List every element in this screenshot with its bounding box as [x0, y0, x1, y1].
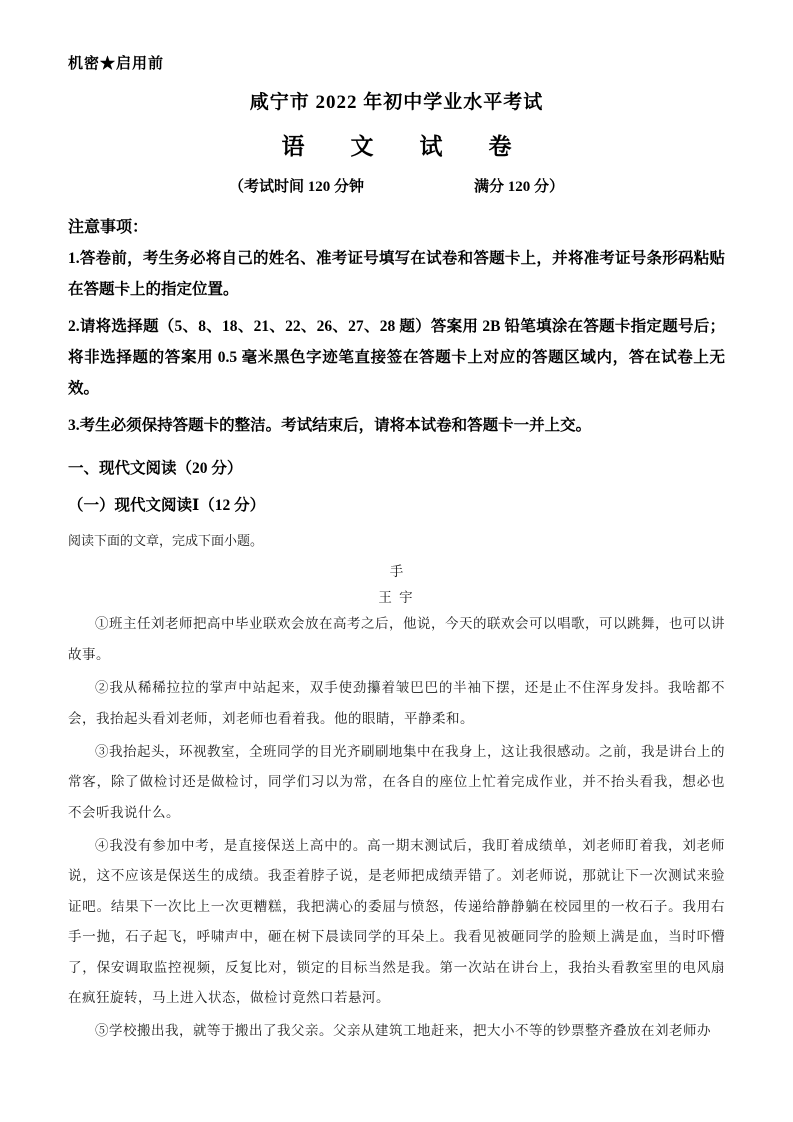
notice-item-2: 2.请将选择题（5、8、18、21、22、26、27、28 题）答案用 2B 铅笔填涂在答题卡指定题号后；将非选择题的答案用 0.5 毫米黑色字迹笔直接签在答题卡上对应的答题区域内，答在试卷上无效。 [68, 318, 725, 397]
notice-item-3: 3.考生必须保持答题卡的整洁。考试结束后，请将本试卷和答题卡一并上交。 [68, 417, 592, 434]
passage-paragraph-1: ①班主任刘老师把高中毕业联欢会放在高考之后，他说，今天的联欢会可以唱歌，可以跳舞，也可以讲故事。 [68, 616, 725, 662]
classification-label: 机密★启用前 [68, 56, 165, 72]
passage-paragraph-3: ③我抬起头，环视教室，全班同学的目光齐刷刷地集中在我身上，这让我很感动。之前，我是讲台上的常客，除了做检讨还是做检讨，同学们习以为常，在各自的座位上忙着完成作业，并不抬头看我，想必也不会听我说什么。 [68, 743, 725, 820]
passage-paragraph-4: ④我没有参加中考，是直接保送上高中的。高一期末测试后，我盯着成绩单，刘老师盯着我，刘老师说，这不应该是保送生的成绩。我歪着脖子说，是老师把成绩弄错了。刘老师说，那就让下一次测试来验证吧。结果下一次比上一次更糟糕，我把满心的委屈与愤怒，传递给静静躺在校园里的一枚石子。我用右手一抛，石子起飞，呼啸声中，砸在树下晨读同学的耳朵上。我看见被砸同学的脸颊上满是血，当时吓懵了，保安调取监控视频，反复比对，锁定的目标当然是我。第一次站在讲台上，我抬头看教室里的电风扇在疯狂旋转，马上进入状态，做检讨竟然口若悬河。 [68, 838, 725, 1005]
reading-instruction: 阅读下面的文章，完成下面小题。 [68, 533, 264, 548]
passage-paragraph-5: ⑤学校搬出我，就等于搬出了我父亲。父亲从建筑工地赶来，把大小不等的钞票整齐叠放在刘老师办 [95, 1023, 711, 1039]
section-heading-modern-reading: 一、现代文阅读（20 分） [68, 460, 243, 477]
passage-paragraph-2: ②我从稀稀拉拉的掌声中站起来，双手使劲攥着皱巴巴的半袖下摆，还是止不住浑身发抖。我啥都不会，我抬起头看刘老师，刘老师也看着我。他的眼睛，平静柔和。 [68, 680, 725, 726]
exam-title: 咸宁市 2022 年初中学业水平考试 [249, 92, 544, 113]
exam-info-line [68, 175, 725, 196]
notice-item-1: 1.答卷前，考生务必将自己的姓名、准考证号填写在试卷和答题卡上，并将准考证号条形码粘贴在答题卡上的指定位置。 [68, 250, 725, 298]
notice-header: 注意事项： [68, 219, 149, 236]
subsection-heading-reading-1: （一）现代文阅读Ⅰ（12 分） [68, 497, 266, 514]
exam-total-score: 满分 120 分） [474, 179, 565, 195]
exam-duration: （考试时间 120 分钟 [228, 179, 364, 195]
passage-author: 王 宇 [378, 590, 415, 606]
passage-title: 手 [389, 564, 404, 580]
subject-title: 语 文 试 卷 [281, 134, 512, 159]
